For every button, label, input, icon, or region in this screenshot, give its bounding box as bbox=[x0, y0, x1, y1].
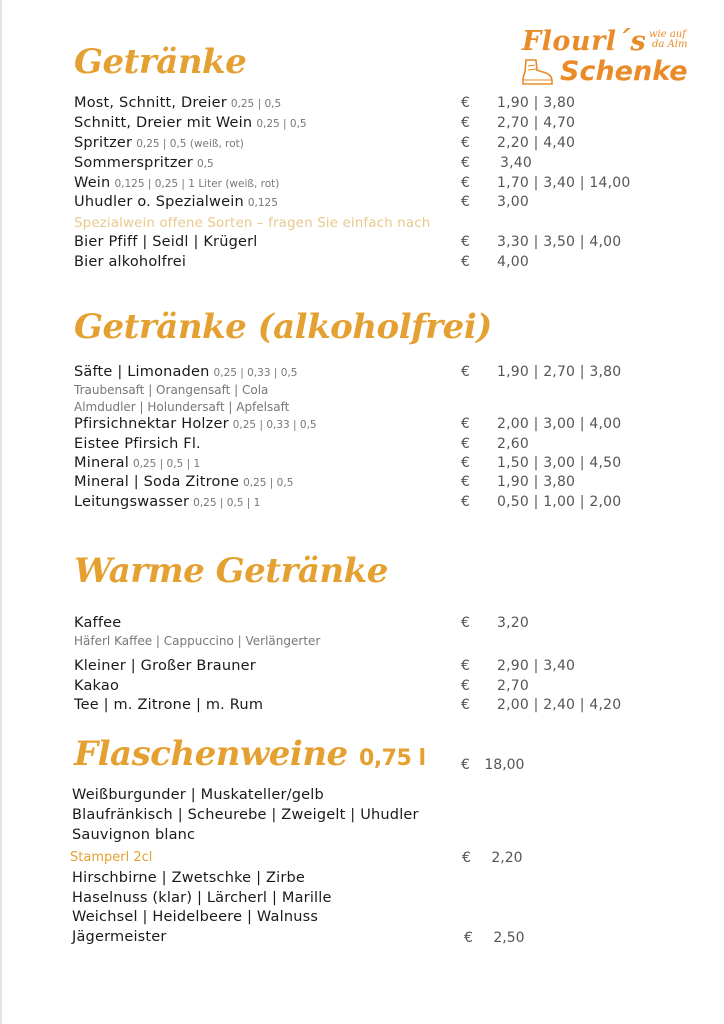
menu-item: Leitungswasser 0,25 | 0,5 | 1 € 0,50 | 1,00 | 2,00 bbox=[74, 494, 622, 510]
price: 2,70 bbox=[497, 678, 529, 694]
menu-item: Säfte | Limonaden 0,25 | 0,33 | 0,5 € 1,90 | 2,70 | 3,80 bbox=[74, 364, 622, 380]
price: 2,60 bbox=[497, 436, 529, 452]
euro-icon: € bbox=[461, 436, 470, 452]
euro-icon: € bbox=[461, 234, 470, 250]
euro-icon: € bbox=[461, 455, 470, 471]
menu-item: Sommerspritzer 0,5 € 3,40 bbox=[74, 155, 532, 171]
boot-icon bbox=[520, 58, 554, 86]
price: 1,70 | 3,40 | 14,00 bbox=[497, 175, 631, 191]
euro-icon: € bbox=[462, 850, 471, 866]
price: 1,50 | 3,00 | 4,50 bbox=[497, 455, 622, 471]
page-edge bbox=[0, 0, 2, 1024]
section-title-getraenke: Getränke bbox=[74, 42, 247, 82]
euro-icon: € bbox=[461, 678, 470, 694]
wine-list-line: Sauvignon blanc bbox=[72, 827, 196, 843]
item-note: Almdudler | Holundersaft | Apfelsaft bbox=[74, 400, 290, 414]
wine-list-line: Weißburgunder | Muskateller/gelb bbox=[72, 787, 324, 803]
stamperl-title: Stamperl 2cl bbox=[70, 850, 153, 865]
price: 3,20 bbox=[497, 615, 529, 631]
menu-item: Eistee Pfirsich Fl. € 2,60 bbox=[74, 436, 529, 452]
bottle-price: € 18,00 bbox=[461, 757, 525, 773]
euro-icon: € bbox=[461, 155, 470, 171]
euro-icon: € bbox=[461, 474, 470, 490]
menu-item: Kakao € 2,70 bbox=[74, 678, 529, 694]
euro-icon: € bbox=[461, 115, 470, 131]
menu-item: Mineral | Soda Zitrone 0,25 | 0,5 € 1,90 | 3,80 bbox=[74, 474, 576, 490]
section-title-flaschenweine: Flaschenweine 0,75 l bbox=[74, 734, 426, 774]
section-title-warm: Warme Getränke bbox=[74, 551, 388, 591]
price: 3,40 bbox=[500, 155, 532, 171]
menu-item: Wein 0,125 | 0,25 | 1 Liter (weiß, rot) € 1,70 | 3,40 | 14,00 bbox=[74, 175, 631, 191]
price: 3,00 bbox=[497, 194, 529, 210]
euro-icon: € bbox=[461, 95, 470, 111]
euro-icon: € bbox=[461, 697, 470, 713]
euro-icon: € bbox=[461, 416, 470, 432]
logo bbox=[520, 26, 692, 92]
jaegermeister-price: € 2,50 bbox=[464, 930, 525, 946]
logo-line-2: Schenke bbox=[560, 56, 688, 87]
menu-item: Spritzer 0,25 | 0,5 (weiß, rot) € 2,20 | 4,40 bbox=[74, 135, 576, 151]
wine-list-line: Blaufränkisch | Scheurebe | Zweigelt | Uhudler bbox=[72, 807, 419, 823]
bottle-volume: 0,75 l bbox=[359, 746, 426, 771]
price: 1,90 | 3,80 bbox=[497, 474, 576, 490]
menu-item: Pfirsichnektar Holzer 0,25 | 0,33 | 0,5 € 2,00 | 3,00 | 4,00 bbox=[74, 416, 622, 432]
euro-icon: € bbox=[464, 930, 473, 946]
euro-icon: € bbox=[461, 658, 470, 674]
menu-item: Tee | m. Zitrone | m. Rum € 2,00 | 2,40 | 4,20 bbox=[74, 697, 622, 713]
price: 2,00 | 3,00 | 4,00 bbox=[497, 416, 622, 432]
euro-icon: € bbox=[461, 615, 470, 631]
jaegermeister-item: Jägermeister bbox=[72, 929, 167, 945]
euro-icon: € bbox=[461, 194, 470, 210]
stamperl-price: € 2,20 bbox=[462, 850, 523, 866]
item-note: Traubensaft | Orangensaft | Cola bbox=[74, 383, 269, 397]
menu-item: Bier alkoholfrei € 4,00 bbox=[74, 254, 529, 270]
logo-line-1: Flourl´s bbox=[522, 26, 647, 57]
menu-item: Kleiner | Großer Brauner € 2,90 | 3,40 bbox=[74, 658, 576, 674]
euro-icon: € bbox=[461, 364, 470, 380]
euro-icon: € bbox=[461, 254, 470, 270]
menu-item: Most, Schnitt, Dreier 0,25 | 0,5 € 1,90 | 3,80 bbox=[74, 95, 576, 111]
logo-tagline: wie auf da Alm bbox=[649, 29, 688, 50]
schnapps-list-line: Hirschbirne | Zwetschke | Zirbe bbox=[72, 870, 306, 886]
price: 1,90 | 3,80 bbox=[497, 95, 576, 111]
menu-item: Mineral 0,25 | 0,5 | 1 € 1,50 | 3,00 | 4,50 bbox=[74, 455, 622, 471]
schnapps-list-line: Haselnuss (klar) | Lärcherl | Marille bbox=[72, 890, 332, 906]
price: 2,70 | 4,70 bbox=[497, 115, 576, 131]
price: 4,00 bbox=[497, 254, 529, 270]
menu-item: Uhudler o. Spezialwein 0,125 € 3,00 bbox=[74, 194, 529, 210]
euro-icon: € bbox=[461, 135, 470, 151]
price: 0,50 | 1,00 | 2,00 bbox=[497, 494, 622, 510]
section-title-alkoholfrei: Getränke (alkoholfrei) bbox=[74, 307, 492, 347]
price: 2,90 | 3,40 bbox=[497, 658, 576, 674]
menu-item: Bier Pfiff | Seidl | Krügerl € 3,30 | 3,50 | 4,00 bbox=[74, 234, 622, 250]
price: 1,90 | 2,70 | 3,80 bbox=[497, 364, 622, 380]
item-note: Häferl Kaffee | Cappuccino | Verlängerter bbox=[74, 634, 321, 648]
price: 2,20 | 4,40 bbox=[497, 135, 576, 151]
euro-icon: € bbox=[461, 494, 470, 510]
menu-item: Kaffee € 3,20 bbox=[74, 615, 529, 631]
price: 2,00 | 2,40 | 4,20 bbox=[497, 697, 622, 713]
euro-icon: € bbox=[461, 175, 470, 191]
price: 3,30 | 3,50 | 4,00 bbox=[497, 234, 622, 250]
schnapps-list-line: Weichsel | Heidelbeere | Walnuss bbox=[72, 909, 319, 925]
menu-item: Schnitt, Dreier mit Wein 0,25 | 0,5 € 2,70 | 4,70 bbox=[74, 115, 576, 131]
euro-icon: € bbox=[461, 757, 470, 773]
special-wine-hint: Spezialwein offene Sorten – fragen Sie einfach nach bbox=[74, 215, 431, 231]
